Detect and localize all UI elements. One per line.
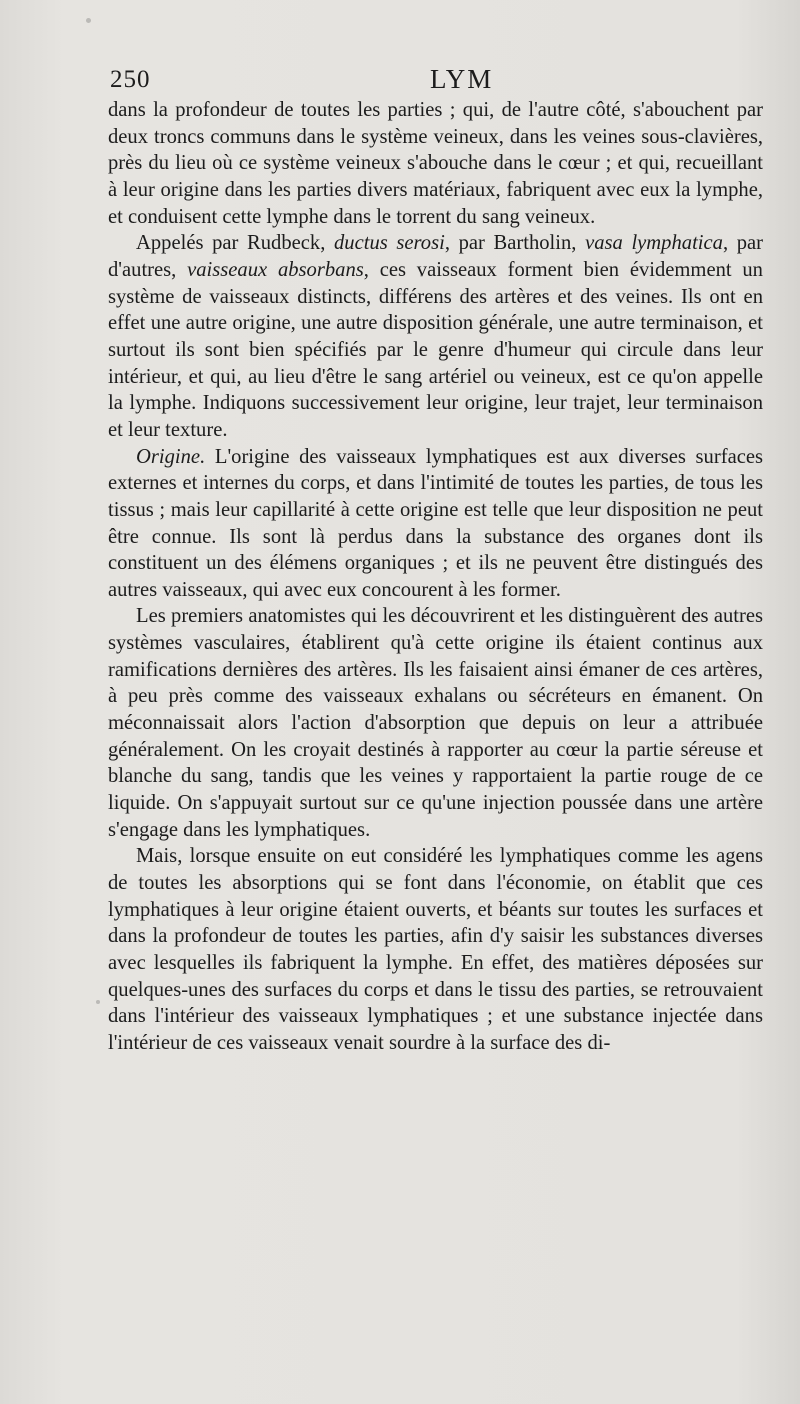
text-run: L'origine des vaisseaux lymphatiques est aux diverses surfaces externes et internes du corps, et dans l'intimité de toutes les parties, de tous les tissus ; mais leur capillarité à cette origine est telle que leur disposition ne peut être connue. Ils sont là perdus dans la substance des organes dont ils constituent un des élémens organiques ; et ils ne peuvent être distingués des autres vaisseaux, qui avec eux concourent à les former. bbox=[108, 445, 763, 601]
paragraph bbox=[108, 603, 763, 843]
italic-term: vaisseaux absorbans bbox=[187, 258, 364, 281]
text-run: Les premiers anatomistes qui les découvrirent et les distinguèrent des autres systèmes vasculaires, établirent qu'à cette origine ils étaient continus aux ramifications dernières des artères. Ils les faisaient ainsi émaner de ces artères, à peu près comme des vaisseaux exhalans ou sécréteurs en émanent. On méconnaissait alors l'action d'absorption que depuis on leur a attribuée généralement. On les croyait destinés à rapporter au cœur la partie séreuse et blanche du sang, tandis que les veines y rapportaient la partie rouge de ce liquide. On s'appuyait surtout sur ce qu'une injection poussée dans une artère s'engage dans les lymphatiques. bbox=[108, 605, 763, 841]
text-run: , par Bartholin, bbox=[444, 232, 586, 255]
paper-speck bbox=[86, 18, 91, 23]
text-run: , par d'autres, bbox=[108, 232, 764, 281]
page-number: 250 bbox=[110, 66, 151, 93]
text-run: Appelés par Rudbeck, bbox=[136, 232, 334, 255]
text-run: Mais, lorsque ensuite on eut considéré les lymphatiques comme les agens de toutes les absorptions qui se font dans l'économie, on établit que ces lymphatiques à leur origine étaient ouverts, et béants sur toutes les surfaces et dans la profondeur de toutes les parties, afin d'y saisir les substances diverses avec lesquelles ils fabriquent la lymphe. En effet, des matières déposées sur quelques-unes des surfaces du corps et dans le tissu des parties, se retrouvaient dans l'intérieur des vaisseaux lymphatiques ; et une substance injectée dans l'intérieur de ces vaisseaux venait sourdre à la surface des di- bbox=[108, 845, 763, 1054]
italic-term: ductus serosi bbox=[334, 232, 445, 255]
paragraph bbox=[108, 97, 763, 230]
paragraph bbox=[108, 444, 763, 604]
italic-term: Origine. bbox=[136, 445, 206, 468]
paragraph bbox=[108, 843, 763, 1056]
italic-term: vasa lymphatica bbox=[585, 232, 723, 255]
page-header bbox=[110, 64, 760, 100]
body-text bbox=[108, 97, 763, 1057]
text-run: , ces vaisseaux forment bien évidemment un système de vaisseaux distincts, différens des artères et des veines. Ils ont en effet une autre origine, une autre disposition générale, une autre terminaison, et surtout ils sont bien spécifiés par le genre d'humeur qui circule dans leur intérieur, et qui, au lieu d'être le sang artériel ou veineux, est ce qu'on appelle la lymphe. Indiquons successivement leur origine, leur trajet, leur terminaison et leur texture. bbox=[108, 258, 763, 441]
paper-speck bbox=[96, 1000, 100, 1004]
paragraph bbox=[108, 230, 763, 443]
running-head: LYM bbox=[430, 64, 494, 94]
text-run: dans la profondeur de toutes les parties ; qui, de l'autre côté, s'abouchent par deux troncs communs dans le système veineux, dans les veines sous-clavières, près du lieu où ce système veineux s'abouche dans le cœur ; et qui, recueillant à leur origine dans les parties divers matériaux, fabriquent avec eux la lymphe, et conduisent cette lymphe dans le torrent du sang veineux. bbox=[108, 99, 763, 228]
